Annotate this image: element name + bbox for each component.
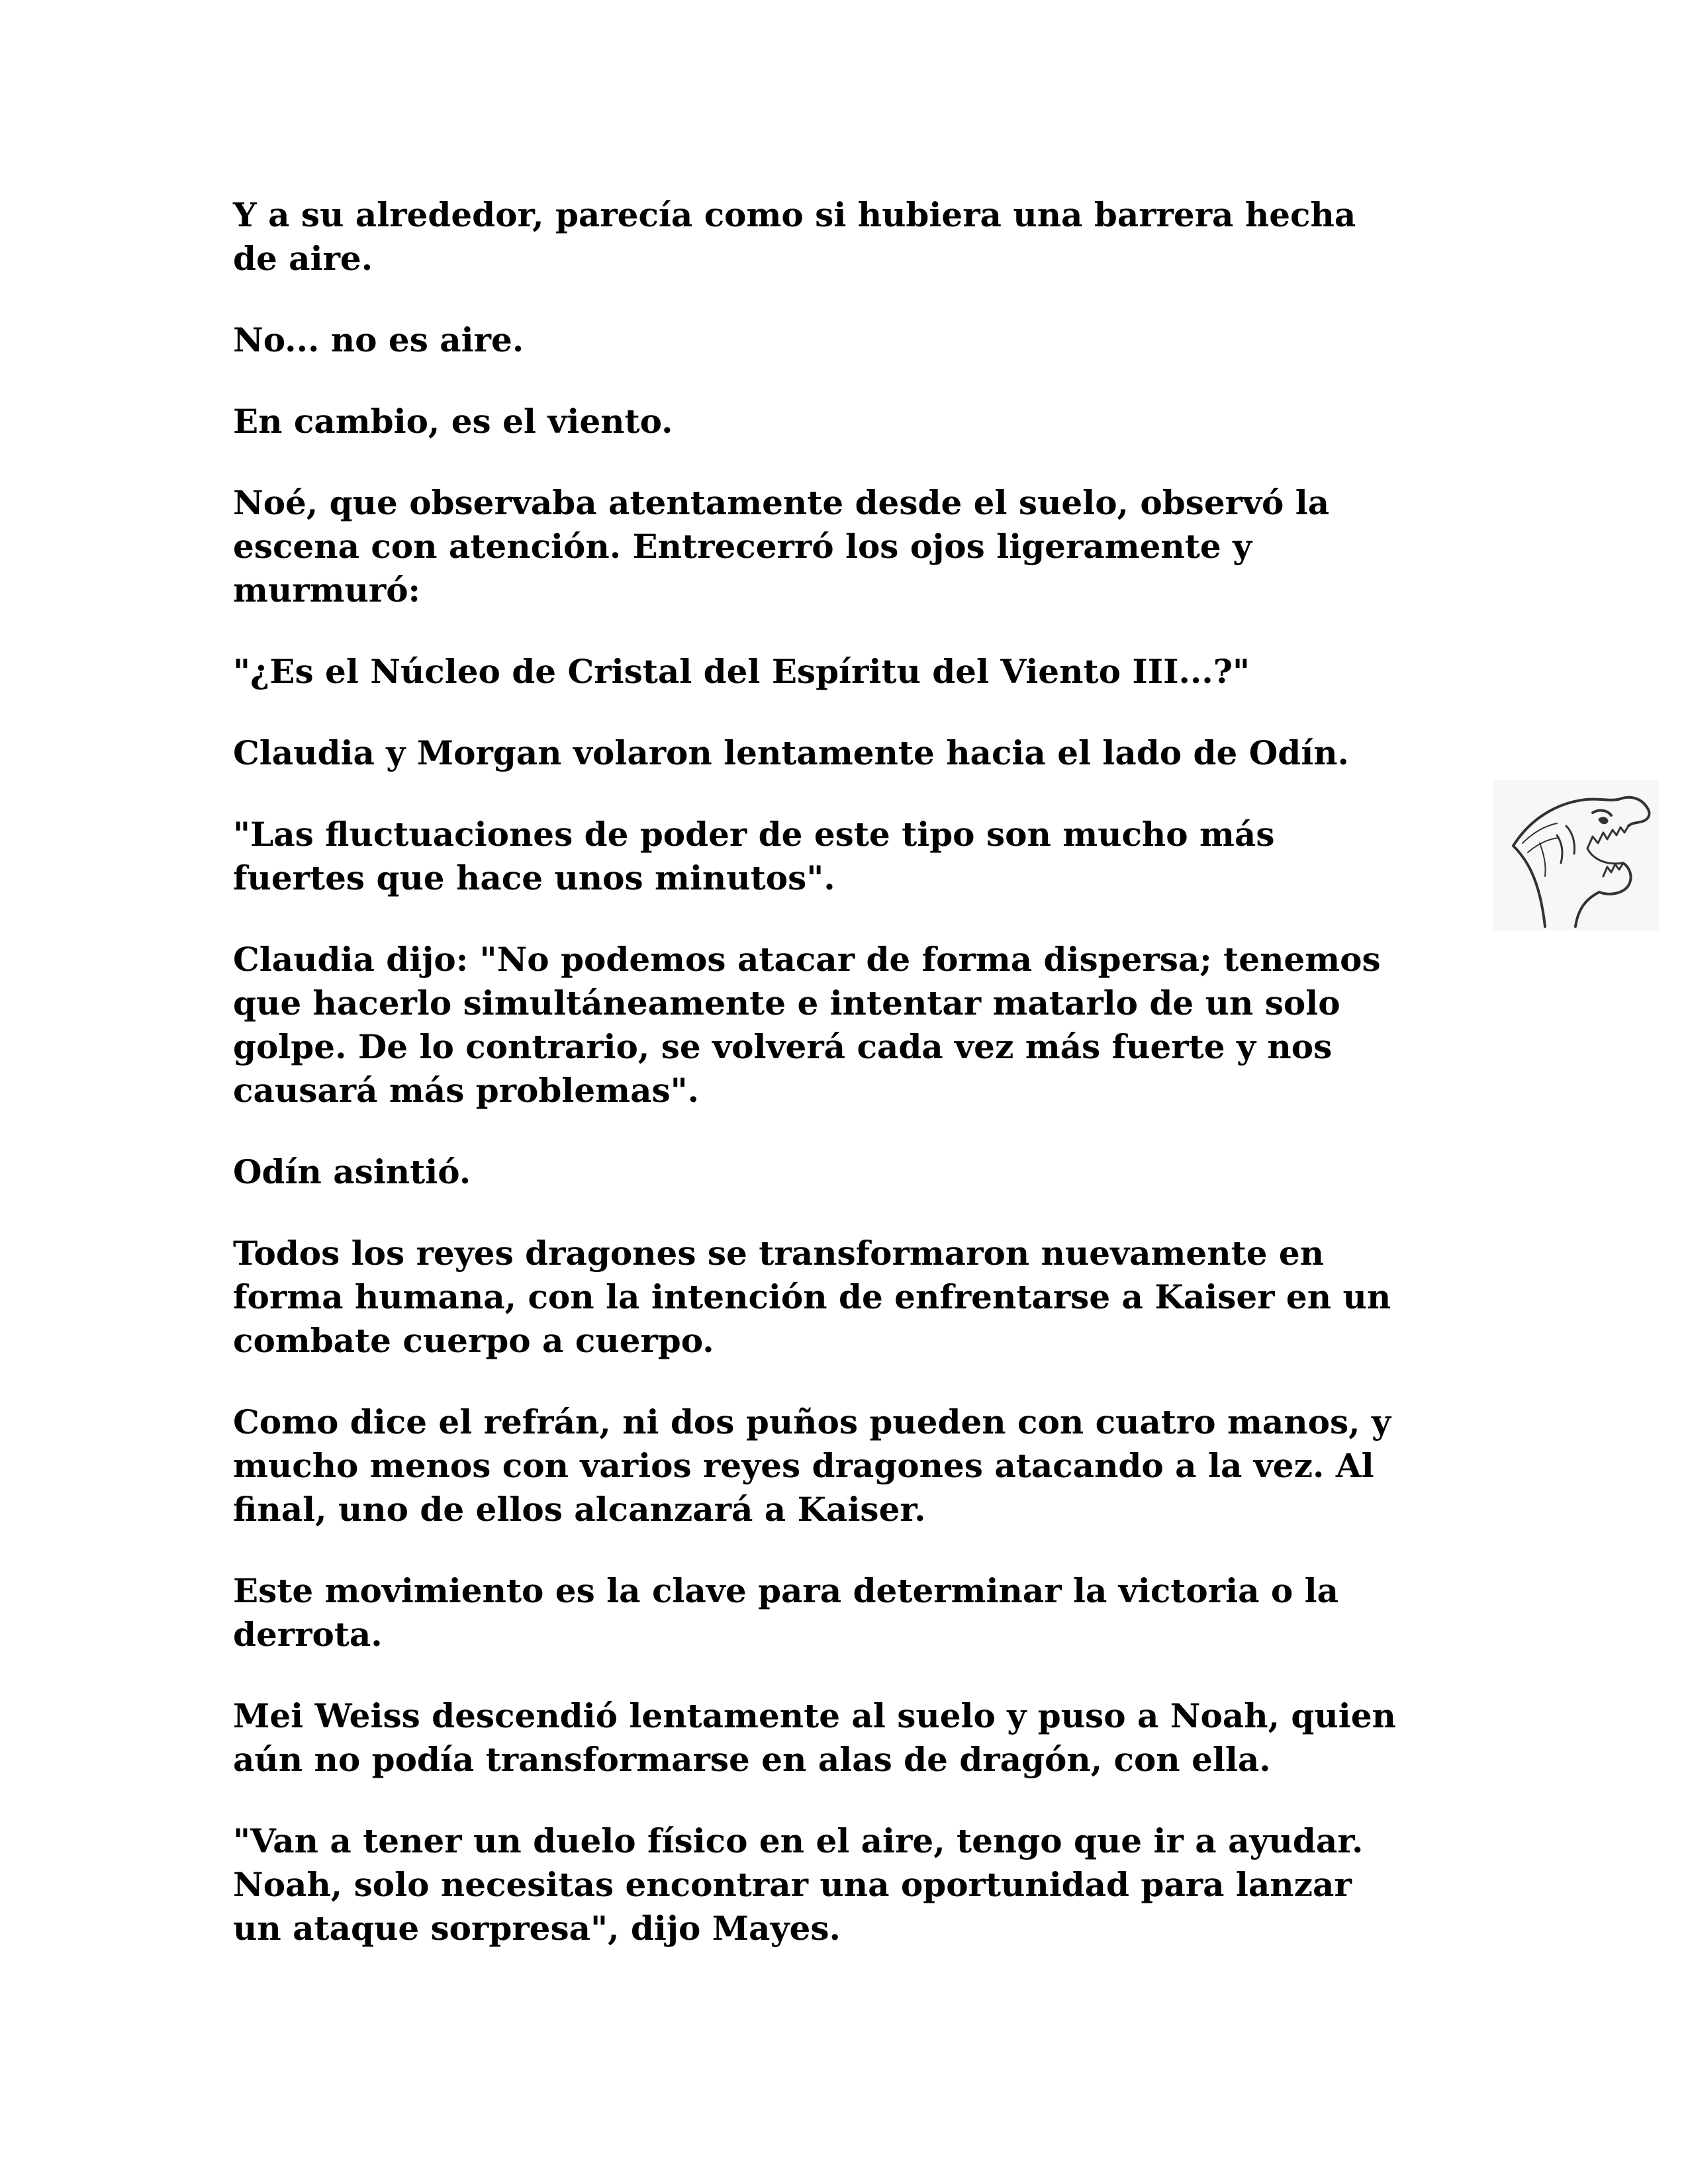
text-line: Odín asintió. [233,1152,471,1191]
text-line: final, uno de ellos alcanzará a Kaiser. [233,1490,926,1529]
paragraph [233,1819,1451,1950]
paragraph [233,650,1451,694]
text-line: Este movimiento es la clave para determinar la victoria o la [233,1571,1339,1610]
text-line: "Van a tener un duelo físico en el aire, tengo que ir a ayudar. [233,1821,1364,1860]
text-line: "Las fluctuaciones de poder de este tipo son mucho más [233,815,1275,854]
text-line: Y a su alrededor, parecía como si hubiera una barrera hecha [233,195,1356,234]
text-line: Noah, solo necesitas encontrar una oportunidad para lanzar [233,1865,1352,1904]
text-line: derrota. [233,1615,383,1654]
text-line: fuertes que hace unos minutos". [233,858,835,897]
paragraph [233,1694,1451,1782]
dinosaur-head-sketch-icon [1493,780,1659,931]
paragraph [233,400,1451,443]
text-line: Claudia dijo: "No podemos atacar de forma dispersa; tenemos [233,940,1381,979]
text-line: Claudia y Morgan volaron lentamente hacia el lado de Odín. [233,733,1349,772]
text-line: Todos los reyes dragones se transformaron nuevamente en [233,1234,1325,1273]
text-line: combate cuerpo a cuerpo. [233,1321,714,1360]
text-line: escena con atención. Entrecerró los ojos ligeramente y [233,527,1252,566]
paragraph [233,731,1451,775]
text-line: Mei Weiss descendió lentamente al suelo y puso a Noah, quien [233,1696,1396,1735]
paragraph [233,1150,1451,1194]
text-line: No... no es aire. [233,320,524,359]
text-line: golpe. De lo contrario, se volverá cada vez más fuerte y nos [233,1027,1333,1066]
text-line: causará más problemas". [233,1071,700,1110]
paragraph [233,1400,1451,1531]
text-line: Noé, que observaba atentamente desde el suelo, observó la [233,483,1330,522]
paragraph [233,1569,1451,1657]
text-line: aún no podía transformarse en alas de dragón, con ella. [233,1740,1271,1779]
text-line: murmuró: [233,570,421,610]
text-line: "¿Es el Núcleo de Cristal del Espíritu del Viento III...?" [233,652,1250,691]
paragraph [233,318,1451,362]
paragraph [233,938,1451,1113]
text-line: Como dice el refrán, ni dos puños pueden con cuatro manos, y [233,1402,1391,1441]
text-line: que hacerlo simultáneamente e intentar matarlo de un solo [233,983,1340,1023]
paragraph [233,481,1451,612]
paragraph [233,813,1451,900]
paragraph [233,193,1451,281]
paragraph [233,1232,1451,1363]
text-line: un ataque sorpresa", dijo Mayes. [233,1909,841,1948]
story-text [233,193,1451,1988]
text-line: mucho menos con varios reyes dragones atacando a la vez. Al [233,1446,1374,1485]
text-line: En cambio, es el viento. [233,402,673,441]
text-line: de aire. [233,239,373,278]
text-line: forma humana, con la intención de enfrentarse a Kaiser en un [233,1277,1391,1316]
